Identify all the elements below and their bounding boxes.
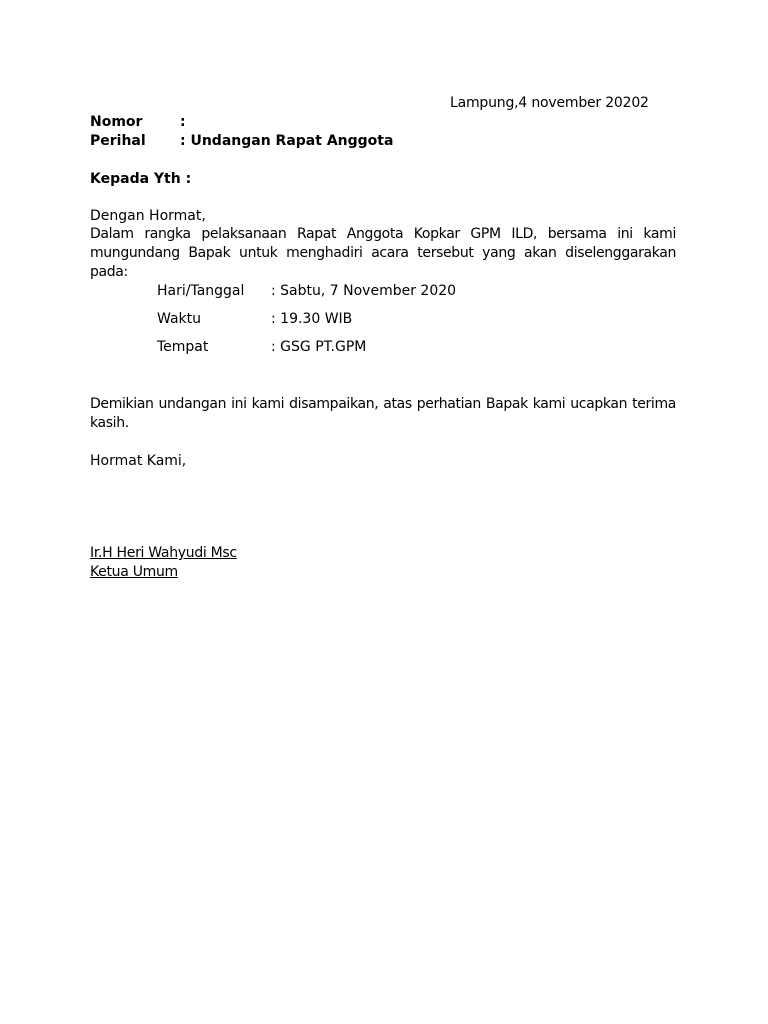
signer-name: Ir.H Heri Wahyudi Msc bbox=[90, 545, 237, 561]
nomor-label: Nomor bbox=[90, 114, 143, 130]
place-date: Lampung,4 november 20202 bbox=[450, 95, 649, 111]
detail-value-date: : Sabtu, 7 November 2020 bbox=[271, 283, 457, 299]
detail-label-date: Hari/Tanggal bbox=[157, 283, 245, 299]
detail-label-time: Waktu bbox=[157, 311, 201, 327]
nomor-value: : bbox=[180, 114, 186, 130]
signer-title: Ketua Umum bbox=[90, 564, 178, 580]
recipient-heading: Kepada Yth : bbox=[90, 171, 192, 187]
detail-value-place: : GSG PT.GPM bbox=[271, 339, 367, 355]
body-paragraph: Dalam rangka pelaksanaan Rapat Anggota Kopkar GPM ILD, bersama ini kami mungundang Bapak untuk menghadiri acara tersebut yang akan diselenggarakan pada: bbox=[90, 226, 676, 280]
perihal-value: : Undangan Rapat Anggota bbox=[180, 133, 394, 149]
perihal-label: Perihal bbox=[90, 133, 146, 149]
detail-value-time: : 19.30 WIB bbox=[271, 311, 353, 327]
sign-off: Hormat Kami, bbox=[90, 453, 187, 469]
closing-paragraph: Demikian undangan ini kami disampaikan, atas perhatian Bapak kami ucapkan terima kasih. bbox=[90, 396, 676, 431]
detail-label-place: Tempat bbox=[157, 339, 209, 355]
salutation: Dengan Hormat, bbox=[90, 208, 206, 224]
